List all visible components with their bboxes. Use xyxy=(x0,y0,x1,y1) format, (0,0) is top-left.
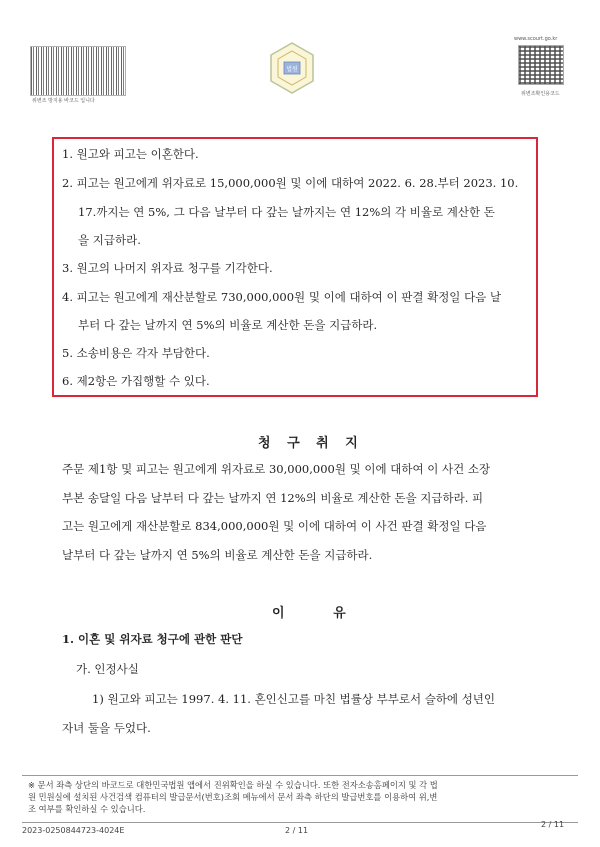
reasons-para-line-2: 자녀 둘을 두었다. xyxy=(62,721,151,735)
verification-qr-code xyxy=(518,45,564,85)
security-barcode xyxy=(30,46,126,96)
notice-line-1: ※ 문서 좌측 상단의 바코드로 대한민국법원 앱에서 진위확인을 하실 수 있습니다. 또한 전자소송홈페이지 및 각 법 xyxy=(28,780,438,790)
claim-heading: 청 구 취 지 xyxy=(258,436,364,451)
claim-line-4: 날부터 다 갚는 날까지 연 5%의 비율로 계산한 돈을 지급하라. xyxy=(62,548,373,562)
order-item-6: 6. 제2항은 가집행할 수 있다. xyxy=(62,374,210,388)
reasons-subsection: 가. 인정사실 xyxy=(76,662,139,676)
page-number-center: 2 / 11 xyxy=(285,826,309,835)
notice-line-3: 조 여부를 확인하실 수 있습니다. xyxy=(28,804,146,814)
court-emblem-label xyxy=(286,65,298,73)
order-item-4-line-2: 부터 다 갚는 날까지 연 5%의 비율로 계산한 돈을 지급하라. xyxy=(78,318,378,332)
issue-number: 2023-0250844723-4024E xyxy=(22,826,125,835)
order-item-2-line-2: 17.까지는 연 5%, 그 다음 날부터 다 갚는 날까지는 연 12%의 각 비율로 계산한 돈 xyxy=(78,205,495,219)
notice-line-2: 원 민원실에 설치된 사건검색 컴퓨터의 발급문서(번호)조회 메뉴에서 문서 좌측 하단의 발급번호를 이용하여 위,변 xyxy=(28,792,438,802)
order-item-3: 3. 원고의 나머지 위자료 청구를 기각한다. xyxy=(62,261,273,275)
court-emblem xyxy=(264,40,320,96)
reasons-section-1: 1. 이혼 및 위자료 청구에 관한 판단 xyxy=(62,632,243,646)
barcode-caption: 위변조 방지용 바코드 입니다 xyxy=(32,98,95,104)
order-item-4-line-1: 4. 피고는 원고에게 재산분할로 730,000,000원 및 이에 대하여 이 판결 확정일 다음 날 xyxy=(62,290,502,304)
svg-text:법원: 법원 xyxy=(286,66,298,73)
order-item-1: 1. 원고와 피고는 이혼한다. xyxy=(62,147,199,161)
claim-line-3: 고는 원고에게 재산분할로 834,000,000원 및 이에 대하여 이 사건 판결 확정일 다음 xyxy=(62,519,487,533)
reasons-heading: 이 유 xyxy=(272,606,368,621)
verification-notice xyxy=(22,775,578,823)
order-item-5: 5. 소송비용은 각자 부담한다. xyxy=(62,346,210,360)
order-item-2-line-3: 을 지급하라. xyxy=(78,233,141,247)
qr-caption: 위변조확인용코드 xyxy=(521,91,560,97)
claim-line-2: 부본 송달일 다음 날부터 다 갚는 날까지 연 12%의 비율로 계산한 돈을 지급하라. 피 xyxy=(62,491,484,505)
reasons-para-line-1: 1) 원고와 피고는 1997. 4. 11. 혼인신고를 마친 법률상 부부로서 슬하에 성년인 xyxy=(92,692,496,706)
order-item-2-line-1: 2. 피고는 원고에게 위자료로 15,000,000원 및 이에 대하여 2022. 6. 28.부터 2023. 10. xyxy=(62,176,519,190)
page-number-right: 2 / 11 xyxy=(541,820,565,829)
claim-line-1: 주문 제1항 및 피고는 원고에게 위자료로 30,000,000원 및 이에 대하여 이 사건 소장 xyxy=(62,462,491,476)
site-url: www.scourt.go.kr xyxy=(514,36,558,42)
